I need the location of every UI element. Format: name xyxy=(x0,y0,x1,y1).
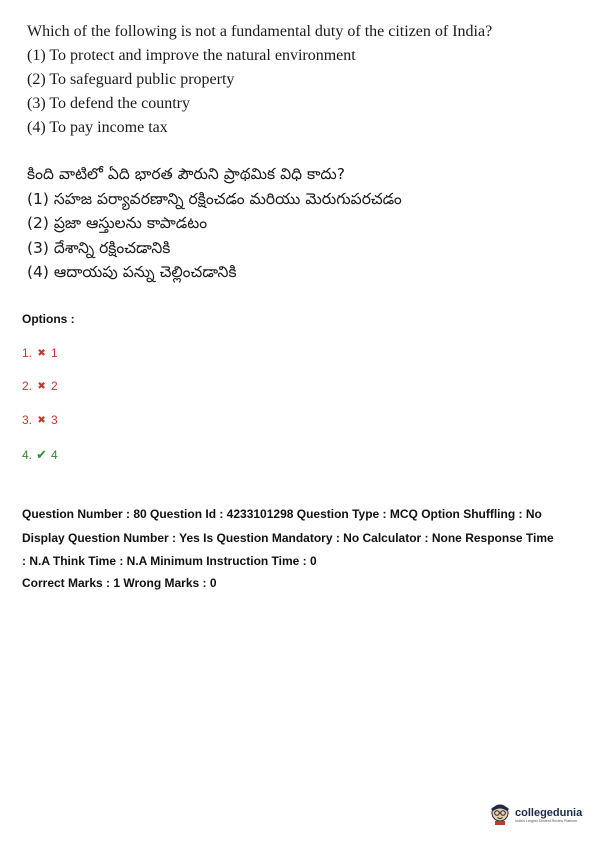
option-number: 2. xyxy=(22,379,33,393)
brand-name: collegedunia xyxy=(515,807,583,819)
option-value: 3 xyxy=(51,413,58,427)
metadata-line-2: Display Question Number : Yes Is Question Mandatory : No Calculator : None Response Time xyxy=(22,530,554,545)
options-heading: Options : xyxy=(22,312,75,326)
option-text-te-3: (3) దేశాన్ని రక్షించడానికి xyxy=(27,238,171,257)
marks-info: Correct Marks : 1 Wrong Marks : 0 xyxy=(22,576,217,590)
answer-option-3 xyxy=(22,413,58,427)
question-stem-en: Which of the following is not a fundamental duty of the citizen of India? xyxy=(27,23,493,40)
option-text-te-1: (1) సహజ పర్యావరణాన్ని రక్షించడం మరియు మెరుగుపరచడం xyxy=(27,189,402,208)
option-text-en-2: (2) To safeguard public property xyxy=(27,71,235,88)
cross-icon: ✖ xyxy=(37,347,46,359)
metadata-line-3: : N.A Think Time : N.A Minimum Instruction Time : 0 xyxy=(22,554,317,568)
question-stem-te: కింది వాటిలో ఏది భారత పౌరుని ప్రాథమిక విధి కాదు? xyxy=(27,165,345,183)
option-text-en-1: (1) To protect and improve the natural environment xyxy=(27,47,356,64)
option-number: 3. xyxy=(22,413,33,427)
check-icon: ✔ xyxy=(36,447,47,462)
question-english xyxy=(27,20,572,140)
brand-tagline: India's Largest Student Review Platform xyxy=(515,819,578,823)
option-number: 1. xyxy=(22,346,33,360)
option-value: 2 xyxy=(51,379,58,393)
student-mascot-icon xyxy=(488,800,512,831)
answer-option-1 xyxy=(22,346,58,360)
option-text-te-2: (2) ప్రజా ఆస్తులను కాపాడటం xyxy=(27,214,208,232)
question-metadata xyxy=(22,503,582,574)
cross-icon: ✖ xyxy=(37,380,46,392)
question-telugu xyxy=(27,162,572,285)
answer-option-4 xyxy=(22,447,58,463)
answer-option-2 xyxy=(22,379,58,393)
option-text-en-3: (3) To defend the country xyxy=(27,95,190,112)
option-number: 4. xyxy=(22,448,33,462)
cross-icon: ✖ xyxy=(37,414,46,426)
option-value: 1 xyxy=(51,346,58,360)
option-text-en-4: (4) To pay income tax xyxy=(27,119,168,136)
collegedunia-logo xyxy=(488,800,582,831)
metadata-line-1: Question Number : 80 Question Id : 4233101298 Question Type : MCQ Option Shuffling : No xyxy=(22,507,542,521)
option-text-te-4: (4) ఆదాయపు పన్ను చెల్లించడానికి xyxy=(27,263,237,281)
option-value: 4 xyxy=(51,448,58,462)
